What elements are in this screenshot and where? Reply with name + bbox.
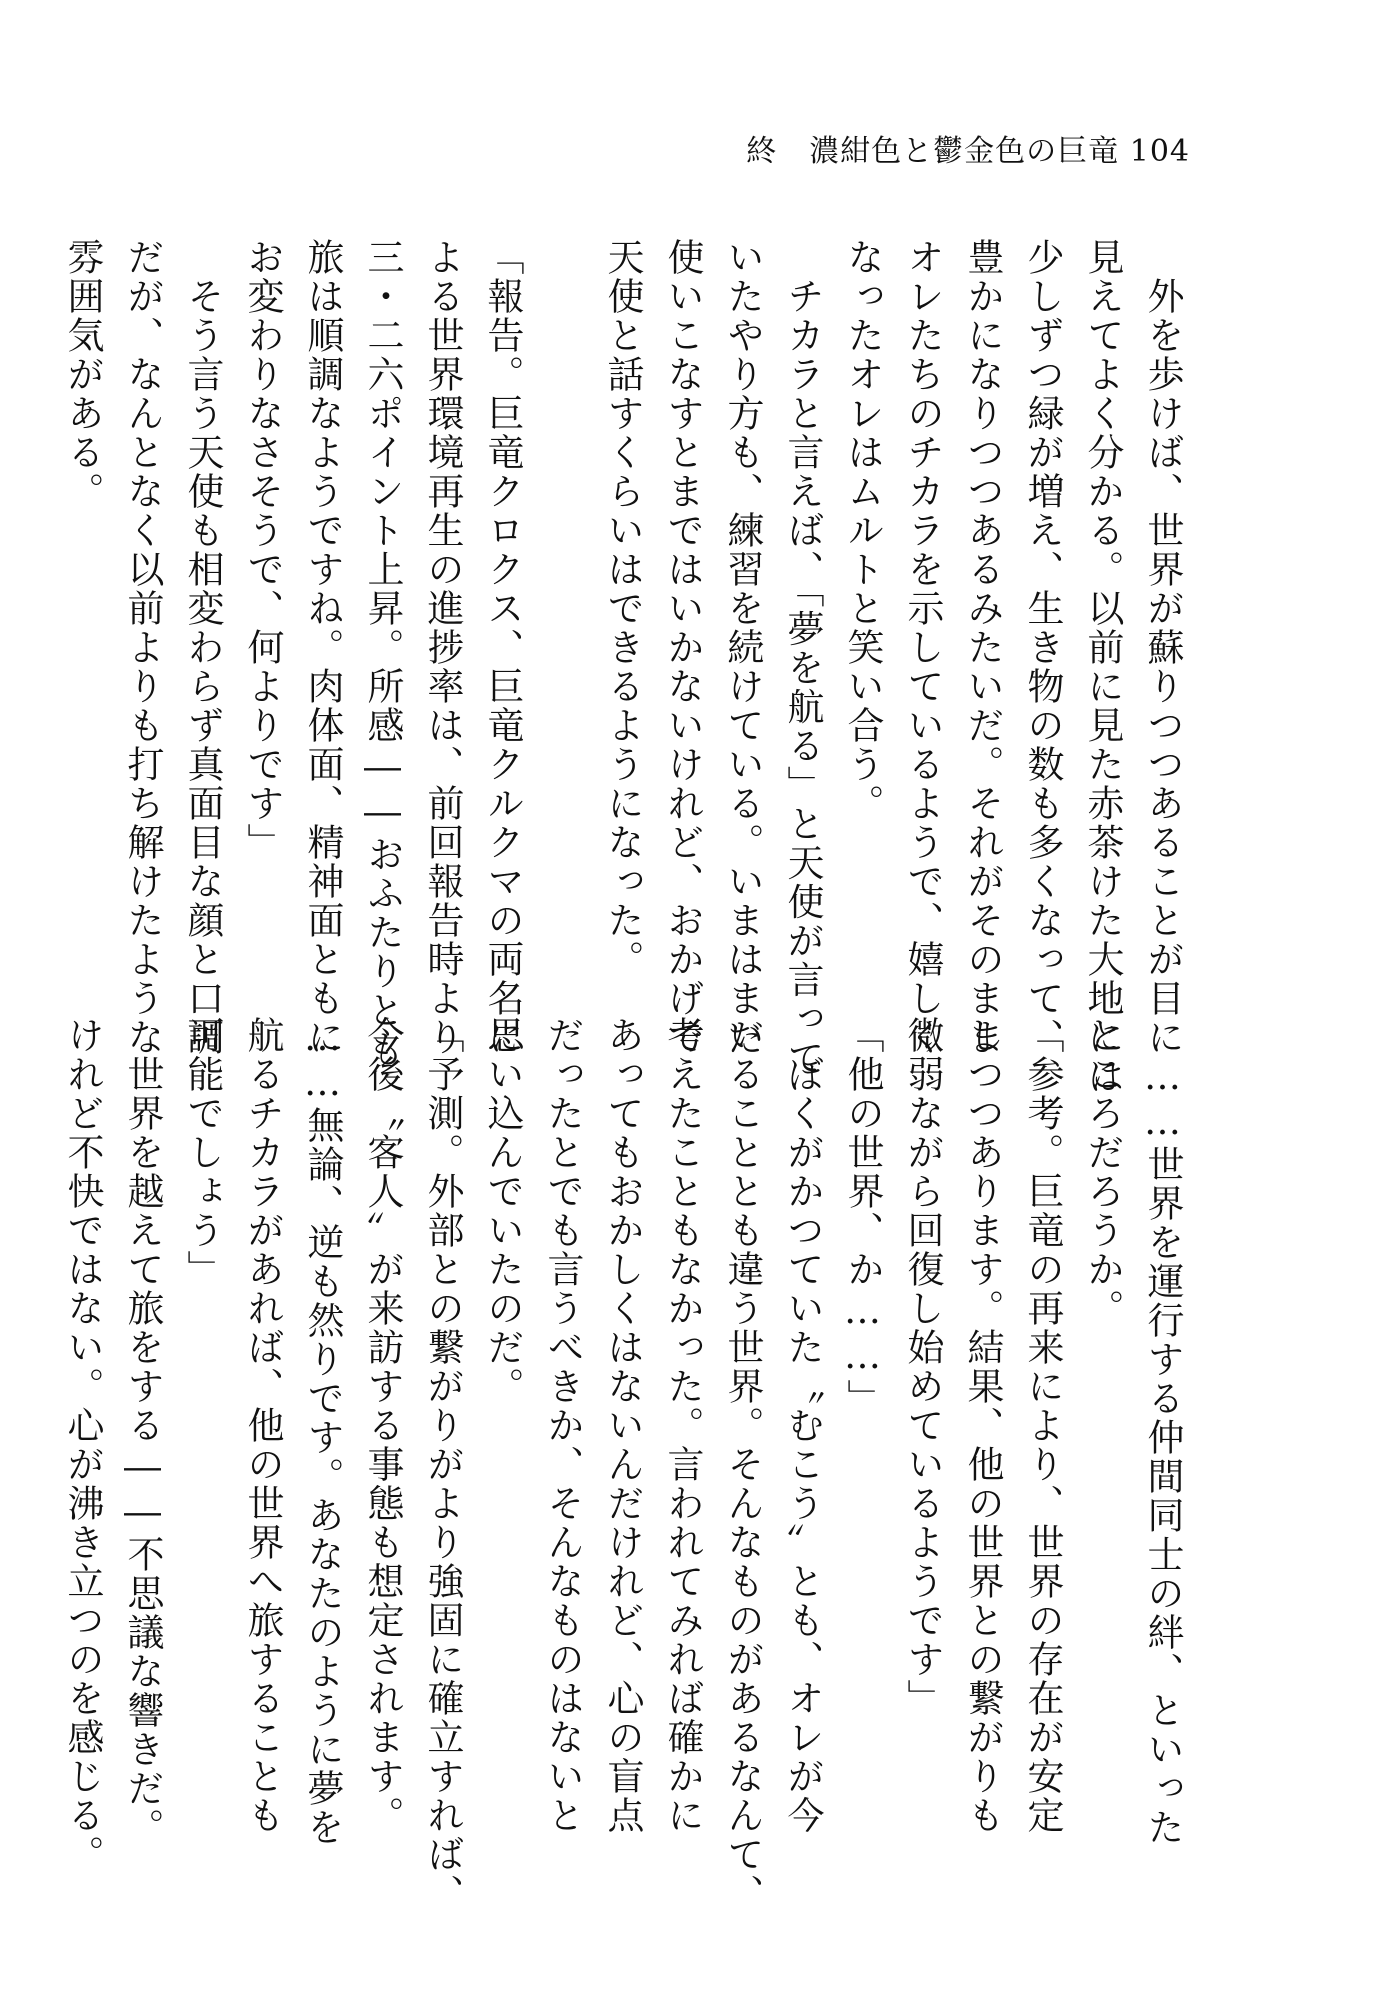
text-line: 「参考。巨竜の再来により、世界の存在が安定 [1021, 1016, 1064, 1835]
text-line: ところだろうか。 [1081, 1016, 1124, 1328]
text-line: お変わりなさそうで、何よりです」 [241, 238, 284, 862]
text-line: よる世界環境再生の進捗率は、前回報告時より [421, 238, 464, 1057]
chapter-title [809, 126, 1190, 170]
top-text-block [61, 238, 1192, 1096]
text-line: 「報告。巨竜クロクス、巨竜クルクマの両名に [481, 238, 524, 1057]
text-line: 「他の世界、か……」 [841, 1016, 884, 1418]
text-line: 天使と話すくらいはできるようになった。 [601, 238, 644, 979]
text-line: 「予測。外部との繋がりがより強固に確立すれば、 [421, 1016, 464, 1913]
text-line: いることとも違う世界。そんなものがあるなんて、 [721, 1016, 764, 1913]
text-line: 雰囲気がある。 [61, 238, 104, 511]
text-line: 微弱ながら回復し始めているようです」 [901, 1016, 944, 1718]
page-number: 104 [1129, 134, 1190, 169]
text-line: 航るチカラがあれば、他の世界へ旅することも [241, 1016, 284, 1835]
text-line: ……無論、逆も然りです。あなたのように夢を [301, 1016, 344, 1847]
bottom-text-block [61, 1016, 1192, 1913]
text-line: 考えたこともなかった。言われてみれば確かに [661, 1016, 704, 1835]
text-line: 外を歩けば、世界が蘇りつつあることが目に [1141, 238, 1184, 1057]
text-line: けれど不快ではない。心が沸き立つのを感じる。 [61, 1016, 104, 1874]
text-line: しつつあります。結果、他の世界との繋がりも [961, 1016, 1004, 1835]
text-line: ……世界を運行する仲間同士の絆、といった [1141, 1016, 1184, 1847]
text-line: だが、なんとなく以前よりも打ち解けたような [121, 238, 164, 1057]
text-line [532, 238, 592, 1018]
chapter-title-text: 濃紺色と鬱金色の巨竜 [809, 134, 1120, 169]
chapter-label: 終 [746, 134, 778, 169]
text-line: 豊かになりつつあるみたいだ。それがそのまま [961, 238, 1004, 1057]
text-line: そう言う天使も相変わらず真面目な顔と口調 [181, 238, 224, 1057]
text-line: オレたちのチカラを示しているようで、嬉しく [901, 238, 944, 1057]
text-line: なったオレはムルトと笑い合う。 [841, 238, 884, 823]
text-line: 今後〝客人〟が来訪する事態も想定されます。 [361, 1016, 404, 1835]
text-line: 使いこなすとまではいかないけれど、おかげで [661, 238, 704, 1057]
page-header [746, 126, 1190, 170]
text-line: 見えてよく分かる。以前に見た赤茶けた大地には [1081, 238, 1124, 1096]
text-line: 三・二六ポイント上昇。所感――おふたりとも [361, 238, 404, 1069]
text-line: ぼくがかつていた〝むこう〟とも、オレが今 [781, 1016, 824, 1835]
text-line: 少しずつ緑が増え、生き物の数も多くなって、 [1021, 238, 1064, 1057]
text-line: いたやり方も、練習を続けている。いまはまだ [721, 238, 764, 1057]
text-line: チカラと言えば、「夢を航る」と天使が言って [781, 238, 824, 1078]
text-line: あってもおかしくはないんだけれど、心の盲点 [601, 1016, 644, 1835]
text-line: 世界を越えて旅をする――不思議な響きだ。 [121, 1016, 164, 1847]
text-line: 思い込んでいたのだ。 [481, 1016, 524, 1406]
text-line: 可能でしょう」 [181, 1016, 224, 1289]
text-line: だったとでも言うべきか、そんなものはないと [541, 1016, 584, 1835]
text-line: 旅は順調なようですね。肉体面、精神面ともに [301, 238, 344, 1057]
